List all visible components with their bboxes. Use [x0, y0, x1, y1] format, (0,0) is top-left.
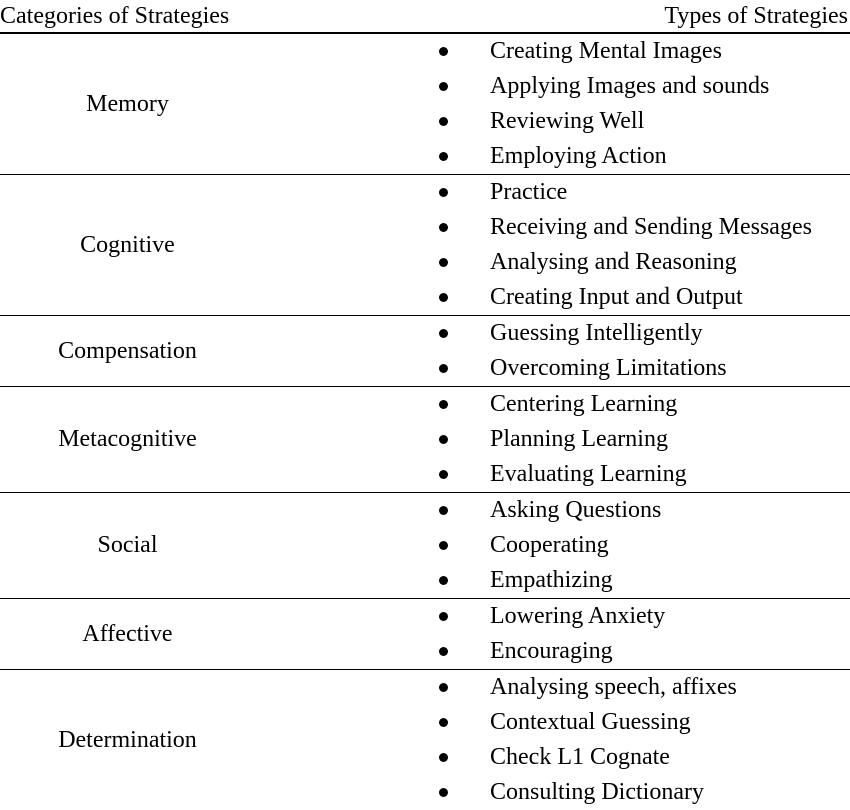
bullet-icon [439, 506, 448, 515]
category-label: Metacognitive [58, 426, 197, 452]
strategy-type-text: Consulting Dictionary [490, 779, 704, 805]
strategy-type-text: Contextual Guessing [490, 709, 691, 735]
strategy-type-list [255, 599, 850, 669]
bullet-icon [439, 541, 448, 550]
strategy-group-affective [0, 599, 850, 670]
strategy-type-text: Receiving and Sending Messages [490, 214, 812, 240]
category-label: Compensation [58, 337, 197, 364]
strategy-type-item [255, 634, 850, 669]
header-categories: Categories of Strategies [0, 3, 230, 29]
strategy-type-text: Lowering Anxiety [490, 603, 666, 629]
strategy-type-text: Analysing speech, affixes [490, 674, 737, 700]
table-header [0, 0, 850, 34]
bullet-icon [439, 753, 448, 762]
strategy-type-list [255, 175, 850, 315]
strategy-type-item [255, 210, 850, 245]
strategy-type-item [255, 670, 850, 705]
strategy-type-text: Cooperating [490, 532, 609, 558]
strategy-type-item [255, 351, 850, 386]
strategy-type-text: Guessing Intelligently [490, 320, 703, 346]
strategy-type-text: Evaluating Learning [490, 461, 687, 487]
strategy-group-memory [0, 34, 850, 175]
bullet-icon [439, 82, 448, 91]
category-label: Cognitive [80, 231, 175, 258]
strategy-type-text: Applying Images and sounds [490, 73, 770, 99]
strategy-type-item [255, 740, 850, 775]
strategy-type-item [255, 69, 850, 104]
strategy-type-item [255, 316, 850, 351]
bullet-icon [439, 435, 448, 444]
category-label: Social [97, 532, 158, 558]
bullet-icon [439, 47, 448, 56]
strategy-type-item [255, 705, 850, 740]
bullet-icon [439, 364, 448, 373]
strategy-group-social [0, 493, 850, 599]
bullet-icon [439, 400, 448, 409]
strategy-group-compensation [0, 316, 850, 387]
bullet-icon [439, 258, 448, 267]
category-label: Memory [86, 90, 169, 117]
strategy-type-list [255, 670, 850, 810]
bullet-icon [439, 293, 448, 302]
header-types: Types of Strategies [664, 3, 848, 29]
bullet-icon [439, 117, 448, 126]
strategy-type-text: Creating Input and Output [490, 284, 743, 310]
strategy-type-text: Empathizing [490, 567, 613, 593]
strategy-type-item [255, 104, 850, 139]
category-label: Affective [82, 620, 173, 647]
strategy-type-text: Planning Learning [490, 426, 668, 452]
strategy-type-item [255, 245, 850, 280]
strategy-type-item [255, 387, 850, 422]
strategy-type-list [255, 316, 850, 386]
strategy-type-text: Centering Learning [490, 391, 678, 417]
strategy-type-list [255, 34, 850, 174]
strategy-type-text: Employing Action [490, 143, 667, 169]
strategy-type-text: Analysing and Reasoning [490, 249, 737, 275]
strategy-type-item [255, 139, 850, 174]
strategy-type-item [255, 457, 850, 492]
strategy-group-cognitive [0, 175, 850, 316]
bullet-icon [439, 788, 448, 797]
bullet-icon [439, 329, 448, 338]
bullet-icon [439, 576, 448, 585]
strategy-type-text: Check L1 Cognate [490, 744, 670, 770]
strategy-type-item [255, 422, 850, 457]
strategy-type-item [255, 599, 850, 634]
strategy-type-list [255, 387, 850, 492]
bullet-icon [439, 188, 448, 197]
strategy-type-item [255, 280, 850, 315]
strategy-type-text: Practice [490, 179, 568, 205]
strategy-group-determination [0, 670, 850, 810]
strategy-type-item [255, 175, 850, 210]
strategy-type-item [255, 775, 850, 810]
bullet-icon [439, 683, 448, 692]
strategy-type-text: Encouraging [490, 638, 613, 664]
category-label: Determination [58, 726, 197, 753]
table-body [0, 34, 850, 810]
strategy-type-item [255, 34, 850, 69]
strategy-type-text: Asking Questions [490, 497, 662, 523]
strategy-type-list [255, 493, 850, 598]
bullet-icon [439, 718, 448, 727]
strategy-type-text: Reviewing Well [490, 108, 645, 134]
strategy-group-metacognitive [0, 387, 850, 493]
bullet-icon [439, 612, 448, 621]
bullet-icon [439, 470, 448, 479]
bullet-icon [439, 647, 448, 656]
strategy-type-text: Overcoming Limitations [490, 355, 727, 381]
strategy-type-item [255, 528, 850, 563]
strategy-type-item [255, 563, 850, 598]
bullet-icon [439, 152, 448, 161]
bullet-icon [439, 223, 448, 232]
strategy-type-item [255, 493, 850, 528]
strategy-type-text: Creating Mental Images [490, 38, 722, 64]
